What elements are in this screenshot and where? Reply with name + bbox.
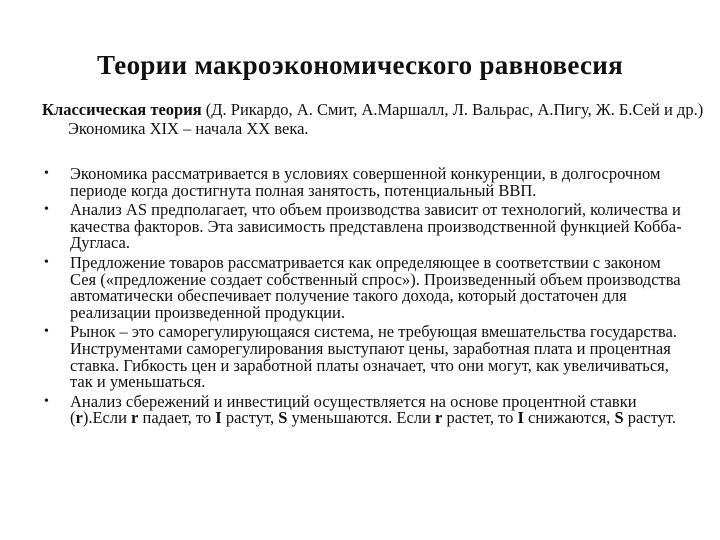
text-run: Анализ сбережений и инвестиций осуществляется на основе процентной ставки ( bbox=[70, 391, 637, 428]
symbol-s: S bbox=[614, 408, 624, 428]
list-item-text: Рынок – это саморегулирующаяся система, не требующая вмешательства государства. Инструментами саморегулирования выступают цены, заработная плата и процентная ставка. Гибкость цен и заработной платы означает, что они могут, как увеличиваться, так и уменьшаться. bbox=[70, 322, 677, 392]
text-run: растут, bbox=[221, 408, 279, 428]
symbol-i: I bbox=[215, 408, 222, 428]
list-item bbox=[44, 166, 684, 199]
text-run: снижаются, bbox=[523, 408, 615, 428]
bullet-icon: • bbox=[44, 166, 49, 181]
list-item bbox=[44, 252, 684, 322]
list-item-text: Экономика рассматривается в условиях совершенной конкуренции, в долгосрочном периоде когда достигнута полная занятость, потенциальный ВВП. bbox=[70, 164, 661, 200]
slide-title: Теории макроэкономического равновесия bbox=[97, 50, 623, 80]
bullet-icon: • bbox=[44, 324, 49, 340]
list-item-text: Предложение товаров рассматривается как определяющее в соответствии с законом Сея («предложение создает собственный спрос»). Произведенный объем производства автоматически обеспечивает получение такого дохода, который достаточен для реализации произведенной продукции. bbox=[70, 252, 681, 322]
text-run: растет, то bbox=[442, 408, 518, 428]
intro-lead: Классическая теория bbox=[42, 100, 202, 119]
text-run: уменьшаются. Если bbox=[287, 408, 435, 428]
symbol-s: S bbox=[278, 408, 288, 428]
list-item-text: Анализ AS предполагает, что объем производства зависит от технологий, количества и качества факторов. Эта зависимость представлена производственной функцией Кобба-Дугласа. bbox=[70, 200, 682, 253]
bullet-icon: • bbox=[44, 254, 49, 270]
intro-paragraph bbox=[42, 100, 708, 138]
symbol-i: I bbox=[517, 408, 524, 428]
bullet-icon: • bbox=[44, 393, 49, 409]
text-run: падает, то bbox=[138, 408, 216, 428]
symbol-r: r bbox=[75, 408, 83, 428]
intro-text: (Д. Рикардо, А. Смит, А.Маршалл, Л. Вальрас, А.Пигу, Ж. Б.Сей и др.) Экономика XIX – начала XX века. bbox=[68, 100, 704, 138]
bullet-icon: • bbox=[44, 202, 49, 218]
list-item bbox=[44, 202, 684, 252]
list-item bbox=[44, 324, 684, 390]
text-run: ).Если bbox=[82, 408, 132, 428]
bullet-list bbox=[44, 166, 684, 430]
text-run: растут. bbox=[623, 408, 676, 428]
symbol-r: r bbox=[131, 408, 139, 428]
list-item-text bbox=[70, 392, 676, 428]
symbol-r: r bbox=[435, 408, 443, 428]
list-item bbox=[44, 391, 684, 428]
